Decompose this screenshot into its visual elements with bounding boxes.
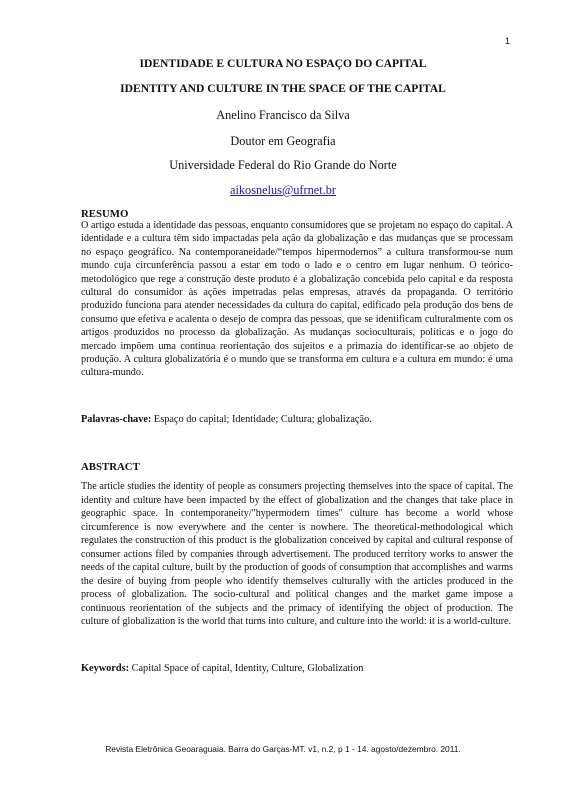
palavras-chave-line [81,414,513,425]
abstract-section [81,461,513,473]
abstract-heading: ABSTRACT [81,461,140,473]
author-name: Anelino Francisco da Silva [216,108,350,122]
title-portuguese: IDENTIDADE E CULTURA NO ESPAÇO DO CAPITAL [139,57,427,70]
page-number: 1 [505,36,511,46]
keywords-values: Capital Space of capital, Identity, Culture, Globalization [129,663,364,674]
abstract-text: The article studies the identity of people as consumers projecting themselves into the space of capital. The identity and culture have been impacted by the effect of globalization and the changes that take place in geographic space. In contemporaneity/"hypermodern times" culture has become a world whose circumference is now everywhere and the center is nowhere. The theoretical-methodological which regulates the construction of this product is the globalization conceived by capital and cultural response of consumer actions filed by companies through advertisement. The produced territory works to answer the needs of the capital culture, built by the production of goods of consumption that accomplishes and warms the desire of buying from people who identify themselves culturally with the articles produced in the process of globalization. The socio-cultural and political changes and the market game impose a continuous reorientation of the subjects and the primacy of identifying the object of production. The culture of globalization is the world that turns into culture, and culture into the world: it is a world-culture. [81,481,513,627]
palavras-chave-values: Espaço do capital; Identidade; Cultura; globalização. [151,414,372,425]
abstract-body [81,480,513,629]
palavras-chave-label: Palavras-chave: [81,414,152,425]
palavras-chave [81,414,513,425]
author-email-link[interactable]: aikosnelus@ufrnet.br [230,183,336,197]
resumo-text: O artigo estuda a identidade das pessoas, enquanto consumidores que se projetam no espaço do capital. A identidade e a cultura têm sido impactadas pela ação da globalização e das mudanças que se processam no espaço geográfico. Na contemporaneidade/“tempos hipermodernos” a cultura transformou-se num mundo cuja circunferência passou a estar em todo o lado e o centro em lugar nenhum. O teórico-metodológico que rege a construção deste produto é a globalização concebida pelo capital e da resposta cultural do consumidor às ações impetradas pelas empresas, através da propaganda. O território produzido funciona para atender necessidades da cultura do capital, edificado pela produção dos bens de consumo que efetiva e acalenta o desejo de compra das pessoas, que se identificam culturalmente com os artigos produzidos no processo da globalização. As mudanças socioculturais, políticas e o jogo do mercado impõem uma contínua reorientação dos sujeitos e a primazia do identificar-se ao objeto de produção. A cultura globalizatória é o mundo que se transforma em cultura e a cultura em mundo: é uma cultura-mundo. [81,220,513,379]
author-institution: Universidade Federal do Rio Grande do Norte [169,158,397,172]
keywords-line [81,663,513,674]
title-english: IDENTITY AND CULTURE IN THE SPACE OF THE CAPITAL [120,82,446,95]
resumo-heading: RESUMO [81,208,129,220]
journal-footer: Revista Eletrônica Geoaraguaia. Barra do Garças-MT. v1, n.2, p 1 - 14. agosto/dezembro. 2011. [105,744,461,754]
keywords-label: Keywords: [81,663,130,674]
author-degree: Doutor em Geografia [230,134,336,148]
resumo-body [81,219,513,380]
keywords [81,663,513,674]
